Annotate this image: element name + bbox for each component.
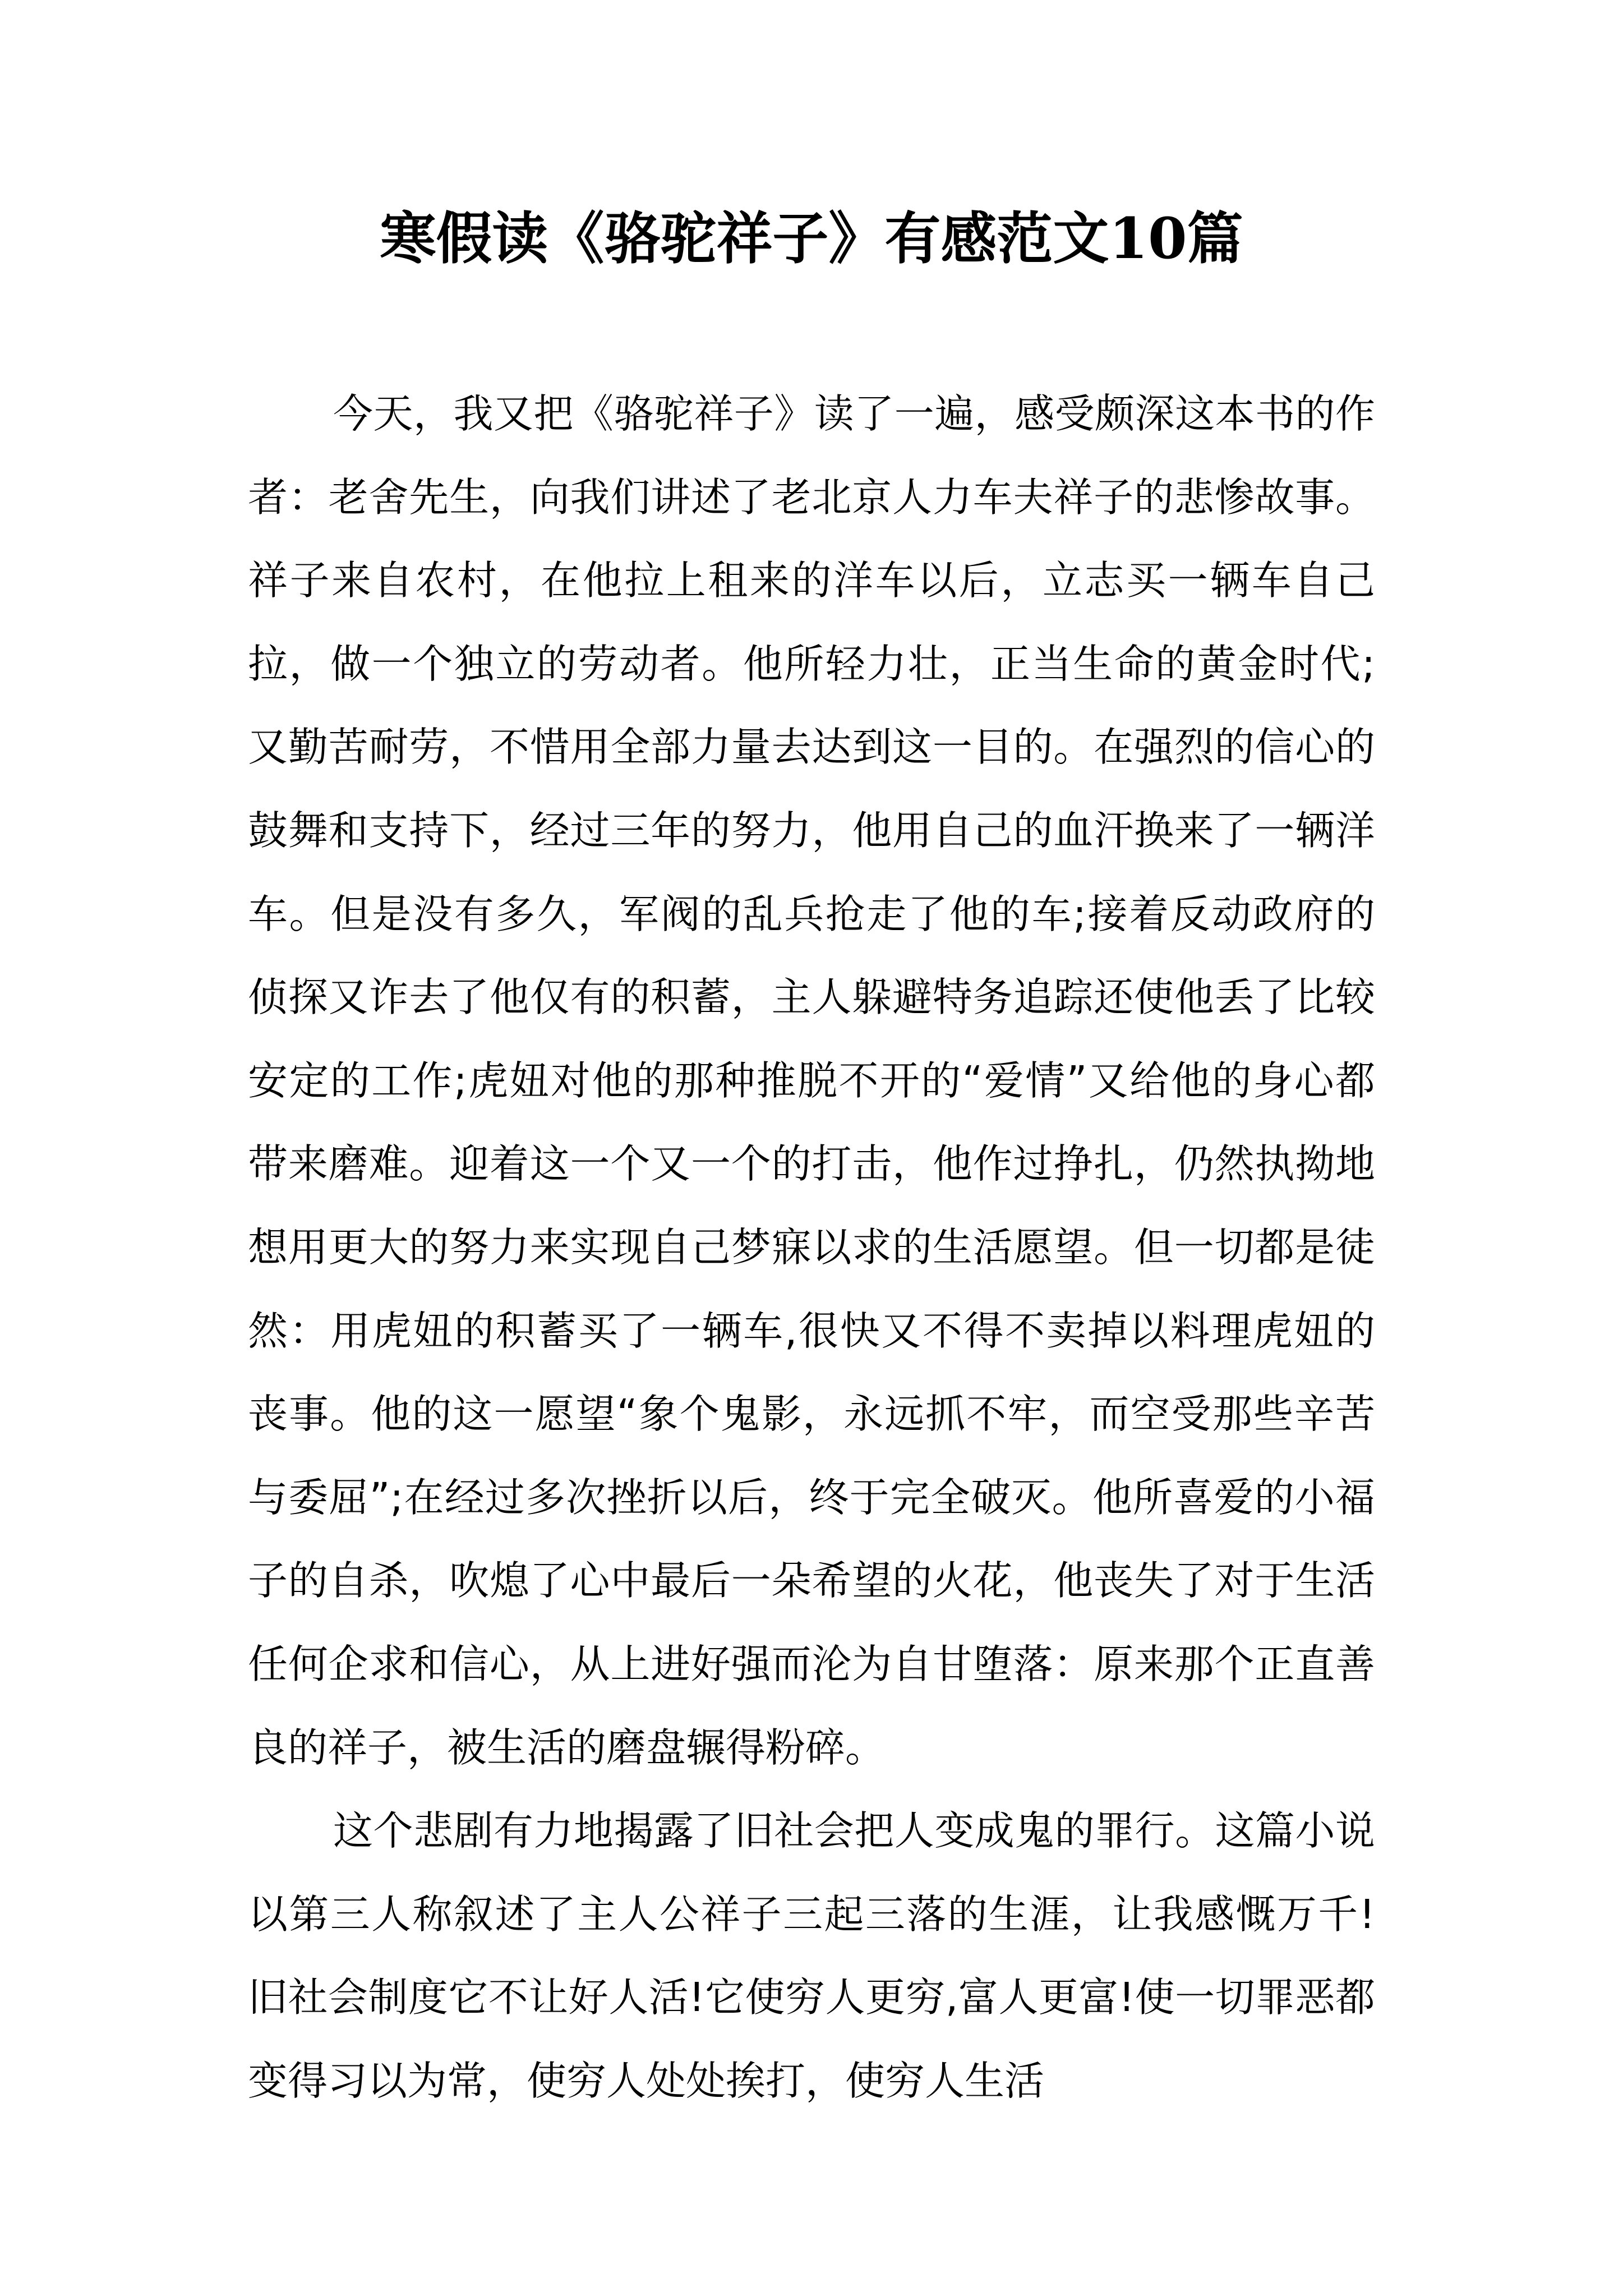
document-title: 寒假读《骆驼祥子》有感范文10篇	[380, 205, 1243, 272]
paragraph-1: 今天，我又把《骆驼祥子》读了一遍，感受颇深这本书的作者：老舍先生，向我们讲述了老北京人力车夫祥子的悲惨故事。祥子来自农村，在他拉上租来的洋车以后，立志买一辆车自己拉，做一个独立的劳动者。他所轻力壮，正当生命的黄金时代;又勤苦耐劳，不惜用全部力量去达到这一目的。在强烈的信心的鼓舞和支持下，经过三年的努力，他用自己的血汗换来了一辆洋车。但是没有多久，军阀的乱兵抢走了他的车;接着反动政府的侦探又诈去了他仅有的积蓄，主人躲避特务追踪还使他丢了比较安定的工作;虎妞对他的那种推脱不开的“爱情”又给他的身心都带来磨难。迎着这一个又一个的打击，他作过挣扎，仍然执拗地想用更大的努力来实现自己梦寐以求的生活愿望。但一切都是徒然：用虎妞的积蓄买了一辆车,很快又不得不卖掉以料理虎妞的丧事。他的这一愿望“象个鬼影，永远抓不牢，而空受那些辛苦与委屈”;在经过多次挫折以后，终于完全破灭。他所喜爱的小福子的自杀，吹熄了心中最后一朵希望的火花，他丧失了对于生活任何企求和信心，从上进好强而沦为自甘堕落：原来那个正直善良的祥子，被生活的磨盘辗得粉碎。	[248, 390, 1375, 1771]
paragraph-2: 这个悲剧有力地揭露了旧社会把人变成鬼的罪行。这篇小说以第三人称叙述了主人公祥子三起三落的生涯，让我感慨万千!旧社会制度它不让好人活!它使穷人更穷,富人更富!使一切罪恶都变得习以为常，使穷人处处挨打，使穷人生活	[248, 1807, 1375, 2104]
document-body	[248, 372, 1375, 2123]
